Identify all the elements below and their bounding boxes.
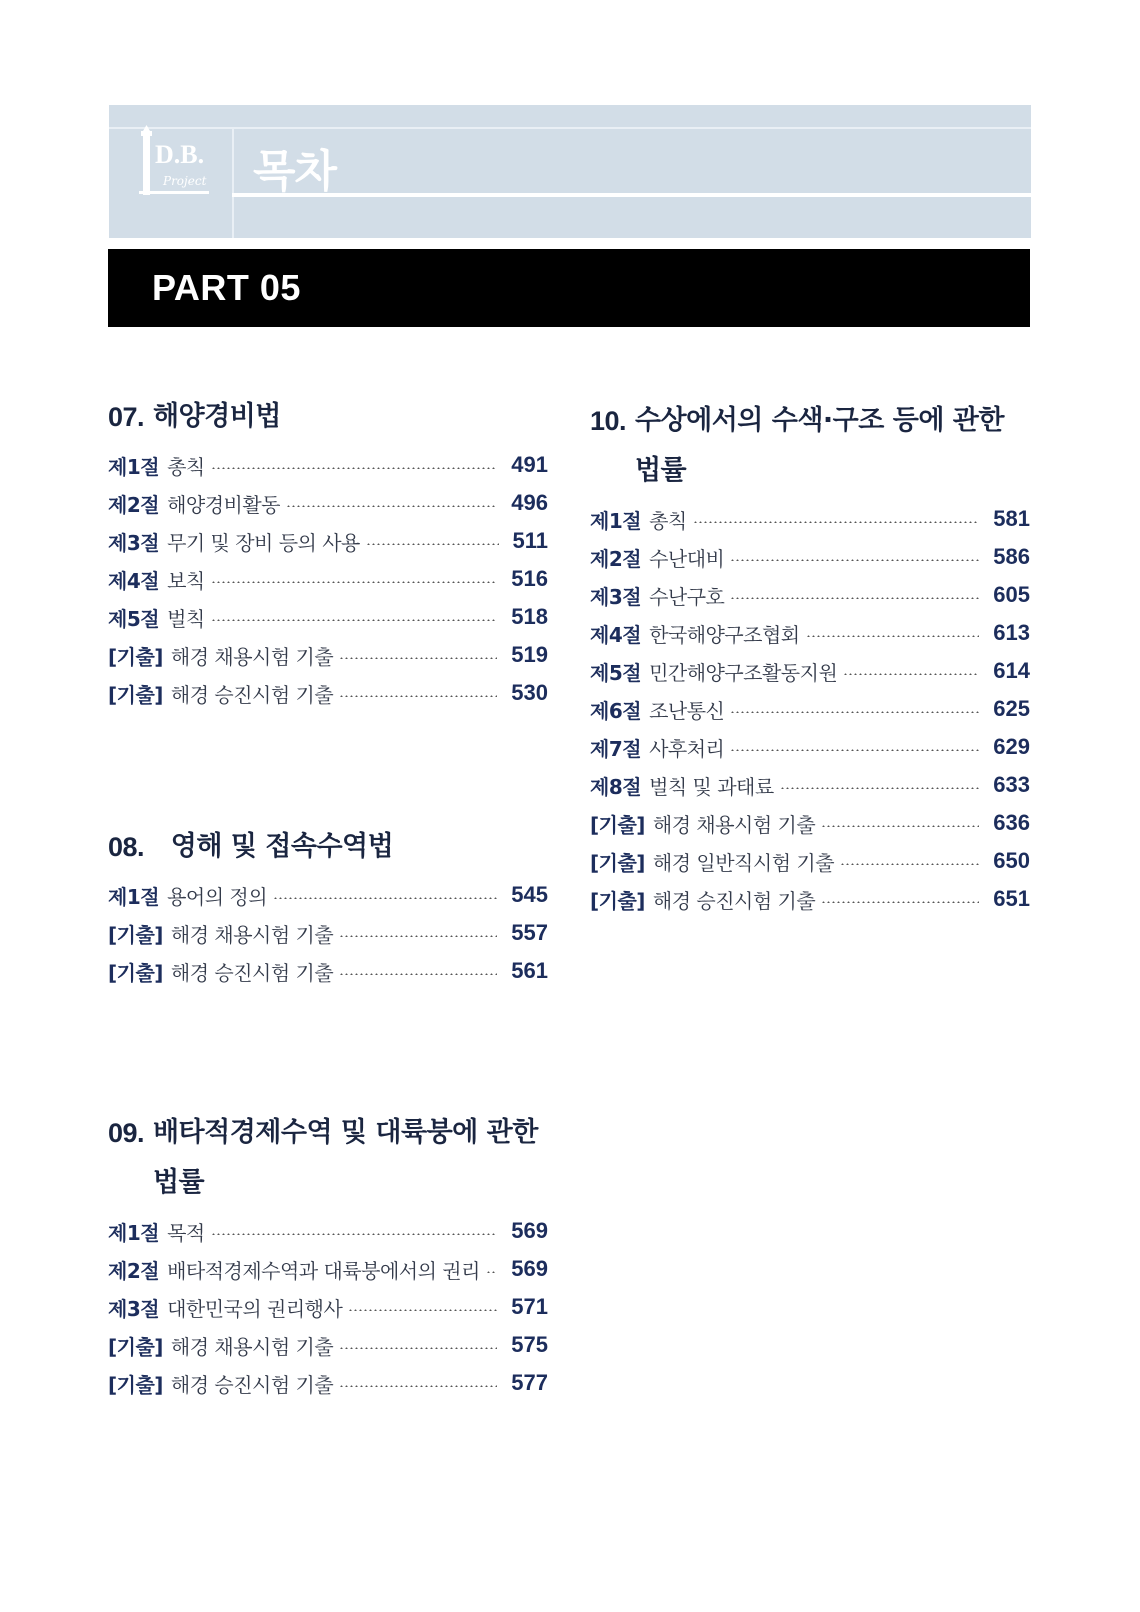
toc-entry[interactable] [108, 1250, 548, 1288]
toc-section-label: [기출] [108, 1372, 163, 1397]
dot-leader [339, 695, 497, 697]
dot-leader [821, 825, 979, 827]
banner-divider [109, 127, 1031, 129]
chapter-number: 08. [108, 832, 145, 862]
toc-page-number: 519 [511, 642, 548, 667]
toc-entry[interactable] [590, 690, 1030, 728]
toc-list [108, 446, 548, 712]
toc-list [108, 876, 548, 990]
toc-section-label: 제3절 [590, 584, 642, 609]
toc-entry[interactable] [108, 598, 548, 636]
toc-page-number: 575 [511, 1332, 548, 1357]
logo-subtext: Project [163, 174, 207, 188]
toc-page-number: 651 [993, 886, 1030, 911]
toc-section-label: [기출] [108, 1334, 163, 1359]
chapter-number: 09. [108, 1118, 145, 1148]
toc-entry[interactable] [108, 952, 548, 990]
chapter-07 [108, 392, 548, 712]
toc-entry[interactable] [108, 1288, 548, 1326]
dot-leader [273, 897, 497, 899]
toc-section-label: [기출] [108, 922, 163, 947]
toc-page-number: 636 [993, 810, 1030, 835]
toc-page-number: 629 [993, 734, 1030, 759]
lighthouse-logo-icon [137, 125, 227, 197]
chapter-number: 07. [108, 402, 145, 432]
toc-entry[interactable] [108, 484, 548, 522]
page-title: 목차 [253, 146, 337, 197]
toc-section-name: 해경 채용시험 기출 [170, 644, 334, 669]
toc-page-number: 586 [993, 544, 1030, 569]
toc-section-label: 제1절 [108, 454, 160, 479]
toc-section-name: 보칙 [167, 568, 205, 593]
toc-entry[interactable] [590, 880, 1030, 918]
part-title: PART 05 [152, 267, 301, 308]
toc-entry[interactable] [590, 652, 1030, 690]
toc-list [590, 500, 1030, 918]
chapter-name: 해양경비법 [152, 401, 281, 432]
toc-page-number: 530 [511, 680, 548, 705]
toc-list [108, 1212, 548, 1402]
toc-entry[interactable] [590, 614, 1030, 652]
toc-entry[interactable] [108, 446, 548, 484]
toc-page-number: 569 [511, 1218, 548, 1243]
chapter-name: 배타적경제수역 및 대륙붕에 관한 법률 [152, 1117, 538, 1198]
dot-leader [821, 901, 979, 903]
toc-page-number: 496 [511, 490, 548, 515]
toc-entry[interactable] [590, 500, 1030, 538]
toc-section-label: [기출] [590, 812, 645, 837]
dot-leader [211, 1233, 498, 1235]
toc-section-name: 해양경비활동 [167, 492, 280, 517]
toc-section-label: [기출] [108, 960, 163, 985]
chapter-number: 10. [590, 406, 627, 436]
dot-leader [211, 619, 498, 621]
toc-section-name: 조난통신 [649, 698, 725, 723]
chapter-name: 영해 및 접속수역법 [170, 831, 394, 862]
dot-leader [339, 1347, 497, 1349]
dot-leader [730, 749, 979, 751]
toc-section-label: 제2절 [590, 546, 642, 571]
toc-entry[interactable] [590, 728, 1030, 766]
toc-section-name: 배타적경제수역과 대륙붕에서의 권리 [167, 1258, 480, 1283]
toc-page-number: 633 [993, 772, 1030, 797]
header-banner [109, 105, 1031, 238]
toc-section-name: 수난구호 [649, 584, 725, 609]
toc-section-label: 제5절 [108, 606, 160, 631]
toc-entry[interactable] [590, 804, 1030, 842]
toc-entry[interactable] [590, 576, 1030, 614]
toc-entry[interactable] [108, 1326, 548, 1364]
toc-section-label: [기출] [590, 888, 645, 913]
chapter-title [108, 1108, 548, 1208]
toc-section-label: [기출] [108, 682, 163, 707]
toc-page-number: 650 [993, 848, 1030, 873]
toc-section-name: 벌칙 및 과태료 [649, 774, 774, 799]
toc-section-name: 해경 승진시험 기출 [170, 1372, 334, 1397]
dot-leader [730, 597, 979, 599]
toc-section-name: 용어의 정의 [167, 884, 268, 909]
dot-leader [693, 521, 980, 523]
dot-leader [211, 467, 498, 469]
toc-section-name: 해경 승진시험 기출 [170, 960, 334, 985]
dot-leader [348, 1309, 497, 1311]
toc-section-name: 수난대비 [649, 546, 725, 571]
toc-page-number: 581 [993, 506, 1030, 531]
dot-leader [843, 673, 979, 675]
chapter-title [108, 822, 548, 872]
toc-section-label: 제6절 [590, 698, 642, 723]
toc-entry[interactable] [108, 636, 548, 674]
toc-section-name: 민간해양구조활동지원 [649, 660, 838, 685]
toc-section-name: 해경 승진시험 기출 [652, 888, 816, 913]
toc-section-name: 총칙 [649, 508, 687, 533]
part-bar [108, 249, 1030, 327]
dot-leader [339, 935, 497, 937]
chapter-10 [590, 396, 1030, 918]
dot-leader [339, 973, 497, 975]
dot-leader [211, 581, 498, 583]
toc-section-name: 한국해양구조협회 [649, 622, 800, 647]
toc-section-name: 해경 채용시험 기출 [170, 1334, 334, 1359]
toc-section-label: 제1절 [590, 508, 642, 533]
toc-entry[interactable] [108, 560, 548, 598]
dot-leader [339, 1385, 497, 1387]
toc-page-number: 605 [993, 582, 1030, 607]
toc-section-label: 제7절 [590, 736, 642, 761]
toc-entry[interactable] [590, 842, 1030, 880]
chapter-title [108, 392, 548, 442]
toc-page-number: 511 [512, 528, 548, 553]
toc-section-label: 제2절 [108, 492, 160, 517]
toc-section-name: 무기 및 장비 등의 사용 [167, 530, 360, 555]
toc-section-label: 제8절 [590, 774, 642, 799]
toc-section-name: 해경 승진시험 기출 [170, 682, 334, 707]
toc-page-number: 571 [511, 1294, 548, 1319]
banner-divider [232, 193, 1031, 197]
toc-section-name: 벌칙 [167, 606, 205, 631]
toc-section-label: [기출] [108, 644, 163, 669]
toc-section-label: 제4절 [108, 568, 160, 593]
toc-section-label: [기출] [590, 850, 645, 875]
dot-leader [730, 559, 979, 561]
toc-page-number: 613 [993, 620, 1030, 645]
toc-section-name: 목적 [167, 1220, 205, 1245]
toc-entry[interactable] [108, 1212, 548, 1250]
toc-page-number: 569 [511, 1256, 548, 1281]
toc-section-label: 제2절 [108, 1258, 160, 1283]
toc-page-number: 545 [511, 882, 548, 907]
toc-entry[interactable] [108, 522, 548, 560]
chapter-name: 수상에서의 수색·구조 등에 관한 법률 [634, 405, 1004, 486]
dot-leader [780, 787, 980, 789]
toc-page-number: 557 [511, 920, 548, 945]
toc-page-number: 491 [511, 452, 548, 477]
toc-entry[interactable] [108, 674, 548, 712]
toc-page-number: 577 [511, 1370, 548, 1395]
dot-leader [730, 711, 979, 713]
toc-section-name: 사후처리 [649, 736, 725, 761]
toc-section-name: 대한민국의 권리행사 [167, 1296, 343, 1321]
chapter-title [590, 396, 1030, 496]
toc-section-name: 해경 채용시험 기출 [652, 812, 816, 837]
dot-leader [339, 657, 497, 659]
dot-leader [486, 1271, 497, 1273]
toc-section-label: 제4절 [590, 622, 642, 647]
chapter-09 [108, 1108, 548, 1402]
dot-leader [286, 505, 497, 507]
toc-section-label: 제3절 [108, 1296, 160, 1321]
toc-entry[interactable] [590, 538, 1030, 576]
toc-page-number: 614 [993, 658, 1030, 683]
toc-page-number: 518 [511, 604, 548, 629]
logo-text: D.B. [155, 140, 205, 169]
toc-entry[interactable] [108, 914, 548, 952]
toc-section-label: 제3절 [108, 530, 160, 555]
toc-section-label: 제1절 [108, 1220, 160, 1245]
toc-page-number: 625 [993, 696, 1030, 721]
toc-section-label: 제5절 [590, 660, 642, 685]
toc-section-name: 해경 일반직시험 기출 [652, 850, 835, 875]
toc-entry[interactable] [590, 766, 1030, 804]
dot-leader [366, 543, 499, 545]
dot-leader [840, 863, 979, 865]
chapter-08 [108, 822, 548, 990]
dot-leader [806, 635, 980, 637]
toc-section-name: 해경 채용시험 기출 [170, 922, 334, 947]
banner-divider [232, 127, 234, 238]
toc-entry[interactable] [108, 1364, 548, 1402]
toc-entry[interactable] [108, 876, 548, 914]
toc-section-label: 제1절 [108, 884, 160, 909]
toc-page-number: 516 [511, 566, 548, 591]
toc-page-number: 561 [511, 958, 548, 983]
toc-section-name: 총칙 [167, 454, 205, 479]
